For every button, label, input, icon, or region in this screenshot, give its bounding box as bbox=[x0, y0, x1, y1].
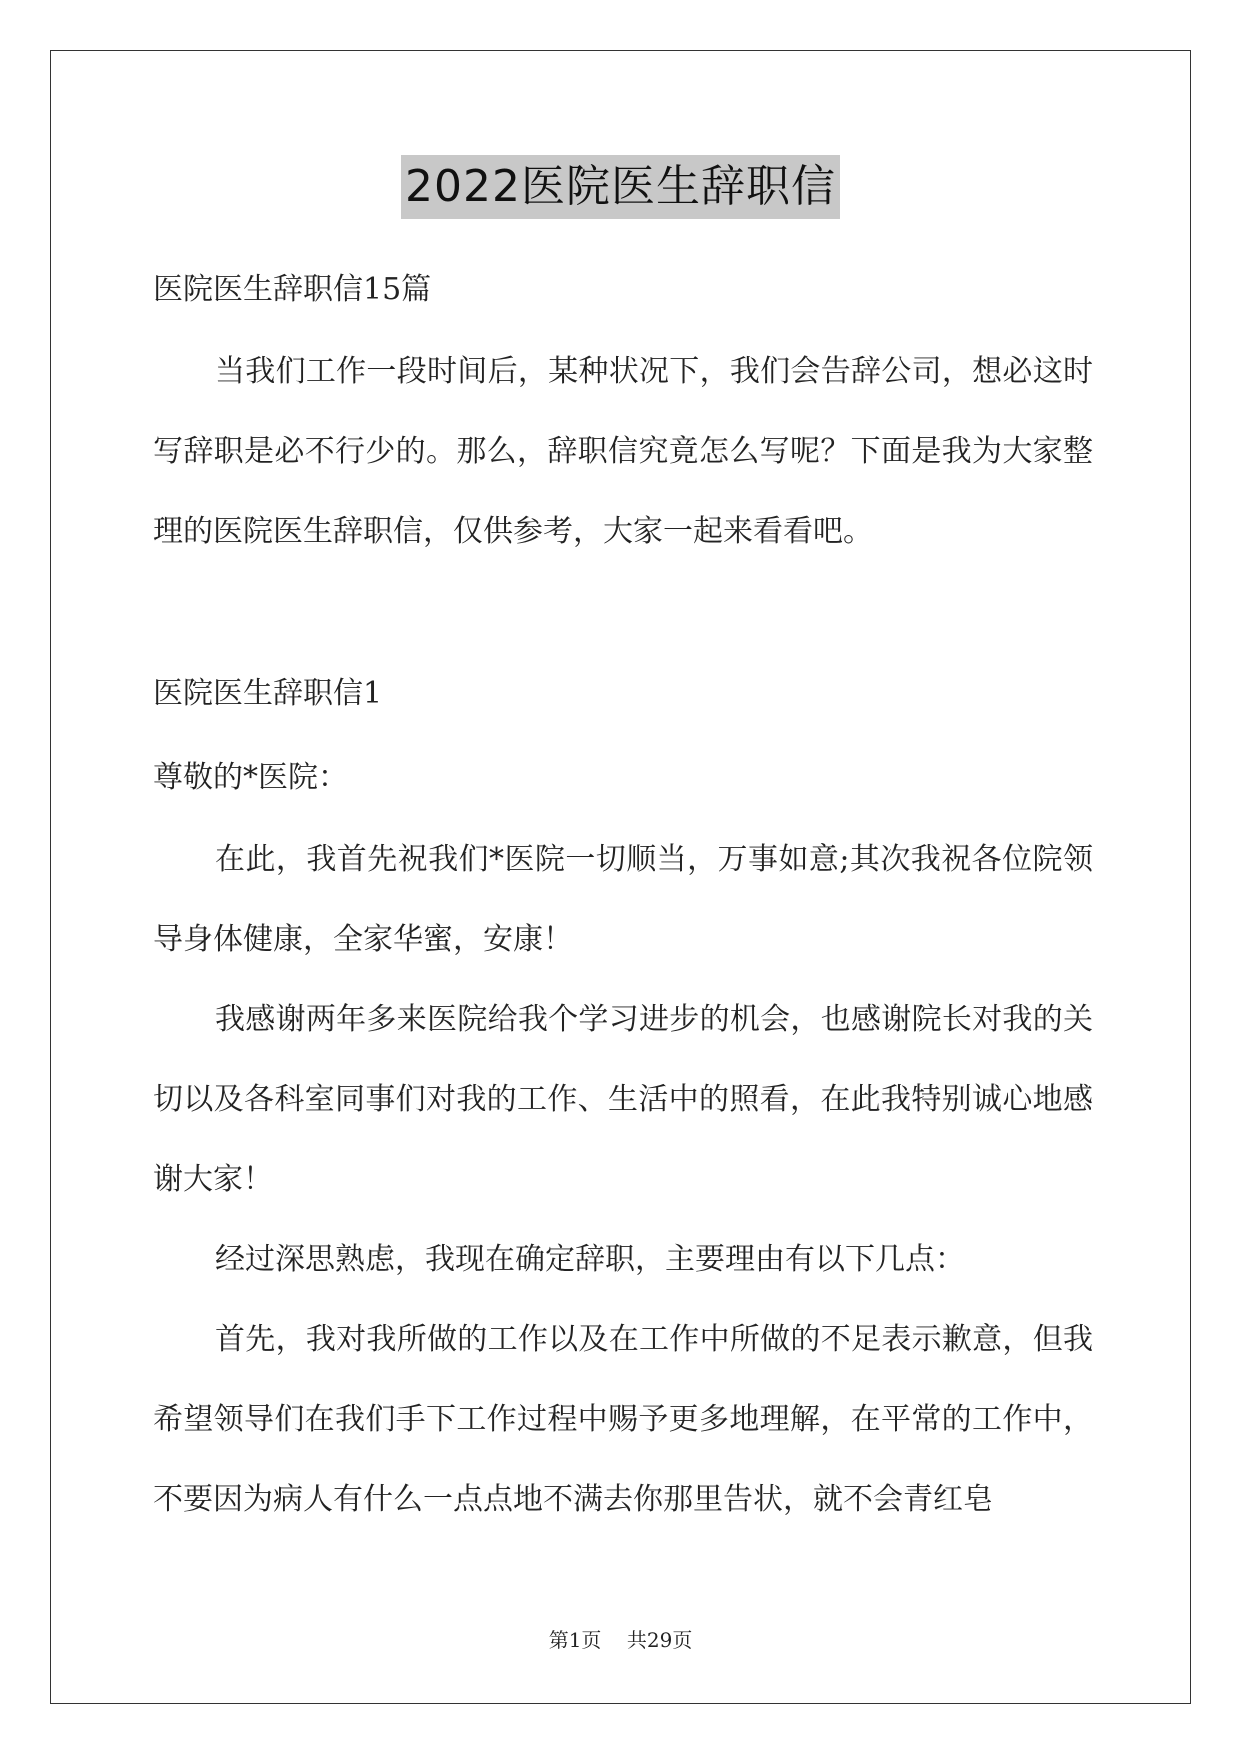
footer-total-suffix: 页 bbox=[672, 1628, 693, 1652]
footer-page-number: 1 bbox=[568, 1628, 582, 1652]
intro-paragraph: 当我们工作一段时间后，某种状况下，我们会告辞公司，想必这时写辞职是必不行少的。那么，辞职信究竟怎么写呢？下面是我为大家整理的医院医生辞职信，仅供参考，大家一起来看看吧。 bbox=[153, 354, 1093, 549]
section-heading: 医院医生辞职信1 bbox=[153, 676, 383, 711]
salutation: 尊敬的*医院： bbox=[153, 760, 348, 795]
intro-block bbox=[153, 332, 1093, 572]
document-subtitle: 医院医生辞职信15篇 bbox=[153, 272, 432, 307]
letter-paragraph: 经过深思熟虑，我现在确定辞职，主要理由有以下几点： bbox=[215, 1242, 965, 1277]
footer-page-prefix: 第 bbox=[548, 1628, 569, 1652]
letter-body bbox=[153, 820, 1093, 1540]
document-title: 2022医院医生辞职信 bbox=[401, 155, 840, 219]
letter-paragraph: 我感谢两年多来医院给我个学习进步的机会，也感谢院长对我的关切以及各科室同事们对我的工作、生活中的照看，在此我特别诚心地感谢大家！ bbox=[153, 1002, 1093, 1197]
footer-total-pages: 29 bbox=[646, 1628, 673, 1652]
footer-page-suffix: 页 bbox=[581, 1628, 602, 1652]
letter-paragraph: 在此，我首先祝我们*医院一切顺当，万事如意;其次我祝各位院领导身体健康，全家华蜜，安康！ bbox=[153, 842, 1093, 957]
page-footer bbox=[0, 1625, 1241, 1655]
footer-total-prefix: 共 bbox=[626, 1628, 647, 1652]
letter-paragraph: 首先，我对我所做的工作以及在工作中所做的不足表示歉意，但我希望领导们在我们手下工作过程中赐予更多地理解，在平常的工作中，不要因为病人有什么一点点地不满去你那里告状，就不会青红皂 bbox=[153, 1322, 1093, 1517]
title-container bbox=[0, 155, 1241, 219]
